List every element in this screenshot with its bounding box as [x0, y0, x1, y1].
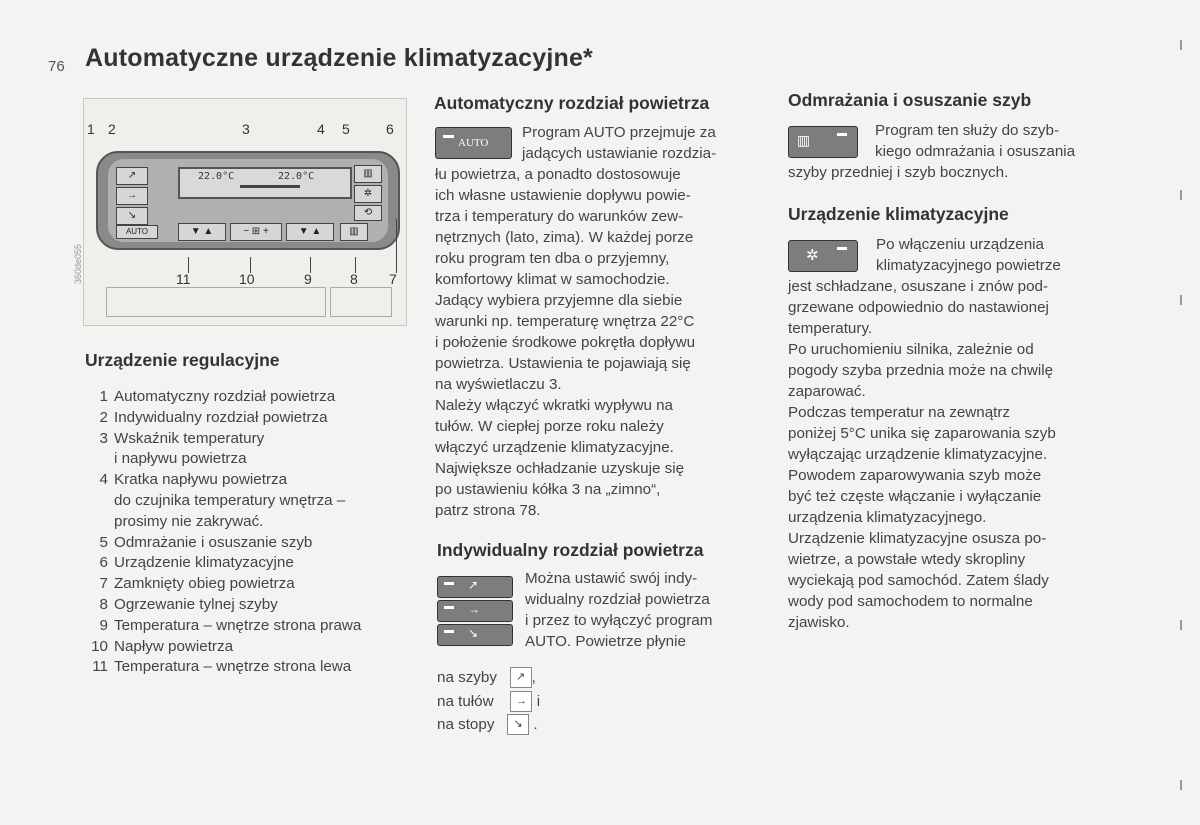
callout-2: 2 [108, 121, 116, 137]
individual-para-indent [525, 568, 712, 652]
legend-text: Napływ powietrza [114, 637, 234, 655]
defrost-paragraph [788, 162, 1008, 183]
climate-control-diagram [73, 98, 407, 326]
text-line: urządzenia klimatyzacyjnego. [788, 509, 987, 526]
legend-item [86, 533, 361, 554]
legend-number [86, 512, 114, 533]
legend-number: 2 [99, 408, 108, 426]
text-line: trza i temperatury do warunków zew- [435, 208, 684, 225]
defrost-button[interactable]: ▥ [354, 165, 382, 183]
callout-9: 9 [304, 271, 312, 287]
margin-mark [1180, 295, 1182, 305]
text-line: szyby przedniej i szyb bocznych. [788, 164, 1009, 181]
legend-text: Zamknięty obieg powietrza [114, 575, 295, 593]
temperature-display [178, 167, 352, 199]
auto-paragraph [435, 164, 695, 521]
lower-panel-outline [106, 287, 326, 317]
text-line: Największe ochładzanie uzyskuje się [435, 460, 685, 477]
text-line: warunki np. temperaturę wnętrza 22°C [435, 313, 695, 330]
airflow-list [437, 666, 540, 737]
air-distribution-windshield-button[interactable]: ↗ [116, 167, 148, 185]
text-line: zjawisko. [788, 614, 850, 631]
legend-text: Temperatura – wnętrze strona prawa [114, 616, 362, 634]
text-line: i przez to wyłączyć program [525, 612, 713, 629]
defrost-heading: Odmrażania i osuszanie szyb [788, 90, 1032, 110]
text-line: Program ten służy do szyb- [875, 122, 1060, 139]
ac-button-icon [788, 240, 858, 272]
figure-code: 360de055 [73, 243, 84, 285]
airflow-label: na stopy [437, 716, 495, 733]
legend-text: Ogrzewanie tylnej szyby [114, 595, 278, 613]
legend-item [86, 429, 361, 450]
legend-number: 1 [99, 388, 108, 405]
legend-item [86, 387, 361, 408]
temp-left-buttons[interactable]: ▼ ▲ [178, 223, 226, 241]
body-air-icon: → [437, 600, 513, 622]
text-line: roku program ten dba o przyjemny, [435, 250, 670, 267]
legend-number: 11 [92, 658, 108, 676]
defrost-para-indent [875, 120, 1075, 162]
legend-item [86, 657, 361, 678]
text-line: Jadący wybiera przyjemne dla siebie [435, 292, 683, 309]
text-line: być też częste włączanie i wyłączanie [788, 488, 1042, 505]
text-line: AUTO. Powietrze płynie [525, 633, 686, 650]
text-line: Po uruchomieniu silnika, zależnie od [788, 341, 1034, 358]
callout-4: 4 [317, 121, 325, 137]
auto-para-indent [522, 122, 716, 164]
legend-number: 9 [99, 616, 108, 634]
margin-mark [1180, 190, 1182, 200]
legend-text: Temperatura – wnętrze strona lewa [114, 658, 352, 676]
text-line: zaparować. [788, 383, 866, 400]
callout-11: 11 [176, 271, 191, 287]
legend-number: 4 [99, 471, 108, 489]
ac-paragraph [788, 276, 1056, 633]
text-line: Powodem zaparowywania szyb może [788, 467, 1042, 484]
text-line: wody pod samochodem to normalne [788, 593, 1033, 610]
auto-button[interactable]: AUTO [116, 225, 158, 239]
text-line: patrz strona 78. [435, 502, 541, 519]
airflow-suffix: , [531, 669, 536, 686]
windshield-air-icon: ↗ [437, 576, 513, 598]
airflow-label: na szyby [437, 669, 497, 686]
callout-3: 3 [242, 121, 250, 137]
legend-text: Indywidualny rozdział powietrza [114, 408, 328, 426]
legend-number [86, 449, 114, 470]
text-line: wyciekają pod samochód. Zatem ślady [788, 572, 1049, 589]
airflow-windshield [437, 666, 540, 690]
legend-text: Odmrażanie i osuszanie szyb [114, 533, 313, 551]
text-line: Należy włączyć wkratki wypływu na [435, 397, 674, 414]
legend-item [86, 491, 361, 512]
callout-7: 7 [389, 271, 397, 287]
legend-number: 10 [91, 637, 108, 655]
control-panel [96, 151, 400, 250]
feet-air-icon: ↘ [437, 624, 513, 646]
legend-item [86, 512, 361, 533]
legend-item [86, 553, 361, 574]
text-line: grzewane odpowiednio do nastawionej [788, 299, 1049, 316]
leader-line [396, 219, 397, 273]
legend-item [86, 449, 361, 470]
control-panel-face [108, 159, 388, 242]
ac-heading: Urządzenie klimatyzacyjne [788, 204, 1009, 224]
feet-air-small-icon: ↘ [507, 714, 529, 735]
defrost-button-icon [788, 126, 858, 158]
legend-item [86, 637, 361, 658]
auto-label: AUTO [458, 137, 489, 149]
indicator-dash [443, 135, 454, 138]
text-line: jadących ustawianie rozdzia- [522, 145, 717, 162]
text-line: wyłączając urządzenie klimatyzacyjne. [788, 446, 1048, 463]
margin-mark [1180, 780, 1182, 790]
legend-text: Kratka napływu powietrza [114, 471, 288, 489]
text-line: komfortowy klimat w samochodzie. [435, 271, 670, 288]
controls-heading: Urządzenie regulacyjne [85, 350, 280, 370]
indicator-dash [837, 247, 847, 250]
text-line: nętrznych (lato, zima). W każdej porze [435, 229, 694, 246]
display-temp-right: 22.0°C [278, 171, 315, 182]
legend-item [86, 574, 361, 595]
fan-buttons[interactable]: − ⊞ + [230, 223, 282, 241]
airflow-body [437, 690, 540, 714]
auto-distribution-heading: Automatyczny rozdział powietrza [434, 93, 710, 113]
airflow-feet [437, 713, 540, 737]
legend-text: prosimy nie zakrywać. [114, 512, 264, 530]
lower-panel-outline-right [330, 287, 392, 317]
legend-number: 8 [99, 595, 108, 613]
airflow-suffix: . [533, 716, 538, 733]
legend-item [86, 616, 361, 637]
text-line: Można ustawić swój indy- [525, 570, 698, 587]
page-title: Automatyczne urządzenie klimatyzacyjne* [85, 44, 593, 72]
legend-text: do czujnika temperatury wnętrza – [114, 491, 346, 509]
fan-level-bar [240, 185, 300, 188]
text-line: na wyświetlaczu 3. [435, 376, 562, 393]
callout-5: 5 [342, 121, 350, 137]
legend-text: Wskaźnik temperatury [114, 429, 265, 447]
text-line: włączyć urządzenie klimatyzacyjne. [435, 439, 674, 456]
text-line: klimatyzacyjnego powietrze [876, 257, 1061, 274]
legend-number: 5 [99, 533, 108, 551]
callout-6: 6 [386, 121, 394, 137]
legend-text: Urządzenie klimatyzacyjne [114, 554, 294, 572]
text-line: Po włączeniu urządzenia [876, 236, 1045, 253]
legend-text: i napływu powietrza [114, 450, 247, 468]
text-line: Urządzenie klimatyzacyjne osusza po- [788, 530, 1047, 547]
callout-10: 10 [239, 271, 255, 287]
auto-button-icon [435, 127, 512, 159]
air-distribution-feet-button[interactable]: ↘ [116, 207, 148, 225]
text-line: powietrza. Ustawienia te pojawiają się [435, 355, 691, 372]
text-line: jest schładzane, osuszane i znów pod- [788, 278, 1049, 295]
margin-mark [1180, 40, 1182, 50]
ac-para-indent [876, 234, 1061, 276]
legend-number: 6 [99, 554, 108, 572]
airflow-label: na tułów [437, 692, 494, 710]
text-line: Program AUTO przejmuje za [522, 124, 716, 141]
callout-1: 1 [87, 121, 95, 137]
text-line: kiego odmrażania i osuszania [875, 143, 1076, 160]
legend-number [86, 491, 114, 512]
page-number: 76 [48, 58, 65, 75]
airflow-suffix: i [536, 692, 541, 710]
text-line: Podczas temperatur na zewnątrz [788, 404, 1011, 421]
windshield-air-small-icon: ↗ [510, 667, 532, 688]
legend-number: 3 [99, 429, 108, 447]
recirculation-button[interactable]: ⟲ [354, 205, 382, 221]
temp-right-buttons[interactable]: ▼ ▲ [286, 223, 334, 241]
rear-window-heating-button[interactable]: ▥ [340, 223, 368, 241]
legend-text: Automatyczny rozdział powietrza [114, 388, 336, 405]
callout-8: 8 [350, 271, 358, 287]
legend-item [86, 470, 361, 491]
text-line: ich własne ustawienie dopływu powie- [435, 187, 691, 204]
defrost-icon: ▥ [797, 132, 811, 148]
air-conditioning-button[interactable]: ✲ [354, 185, 382, 203]
body-air-small-icon: → [510, 691, 532, 712]
text-line: łu powietrza, a ponadto dostosowuje [435, 166, 681, 183]
individual-distribution-heading: Indywidualny rozdział powietrza [437, 540, 704, 560]
snowflake-icon: ✲ [806, 247, 819, 264]
text-line: wietrze, a powstałe wtedy skropliny [788, 551, 1026, 568]
text-line: i położenie środkowe pokrętła dopływu [435, 334, 696, 351]
legend-item [86, 595, 361, 616]
text-line: poniżej 5°C unika się zaparowania szyb [788, 425, 1056, 442]
air-distribution-body-button[interactable]: → [116, 187, 148, 205]
text-line: tułów. W ciepłej porze roku należy [435, 418, 664, 435]
text-line: widualny rozdział powietrza [525, 591, 710, 608]
legend-number: 7 [99, 575, 108, 593]
legend-item [86, 408, 361, 429]
text-line: temperatury. [788, 320, 873, 337]
text-line: pogody szyba przednia może na chwilę [788, 362, 1054, 379]
indicator-dash [837, 133, 847, 136]
text-line: po ustawieniu kółka 3 na „zimno“, [435, 481, 661, 498]
margin-mark [1180, 620, 1182, 630]
display-temp-left: 22.0°C [198, 171, 235, 182]
controls-legend [86, 387, 361, 678]
